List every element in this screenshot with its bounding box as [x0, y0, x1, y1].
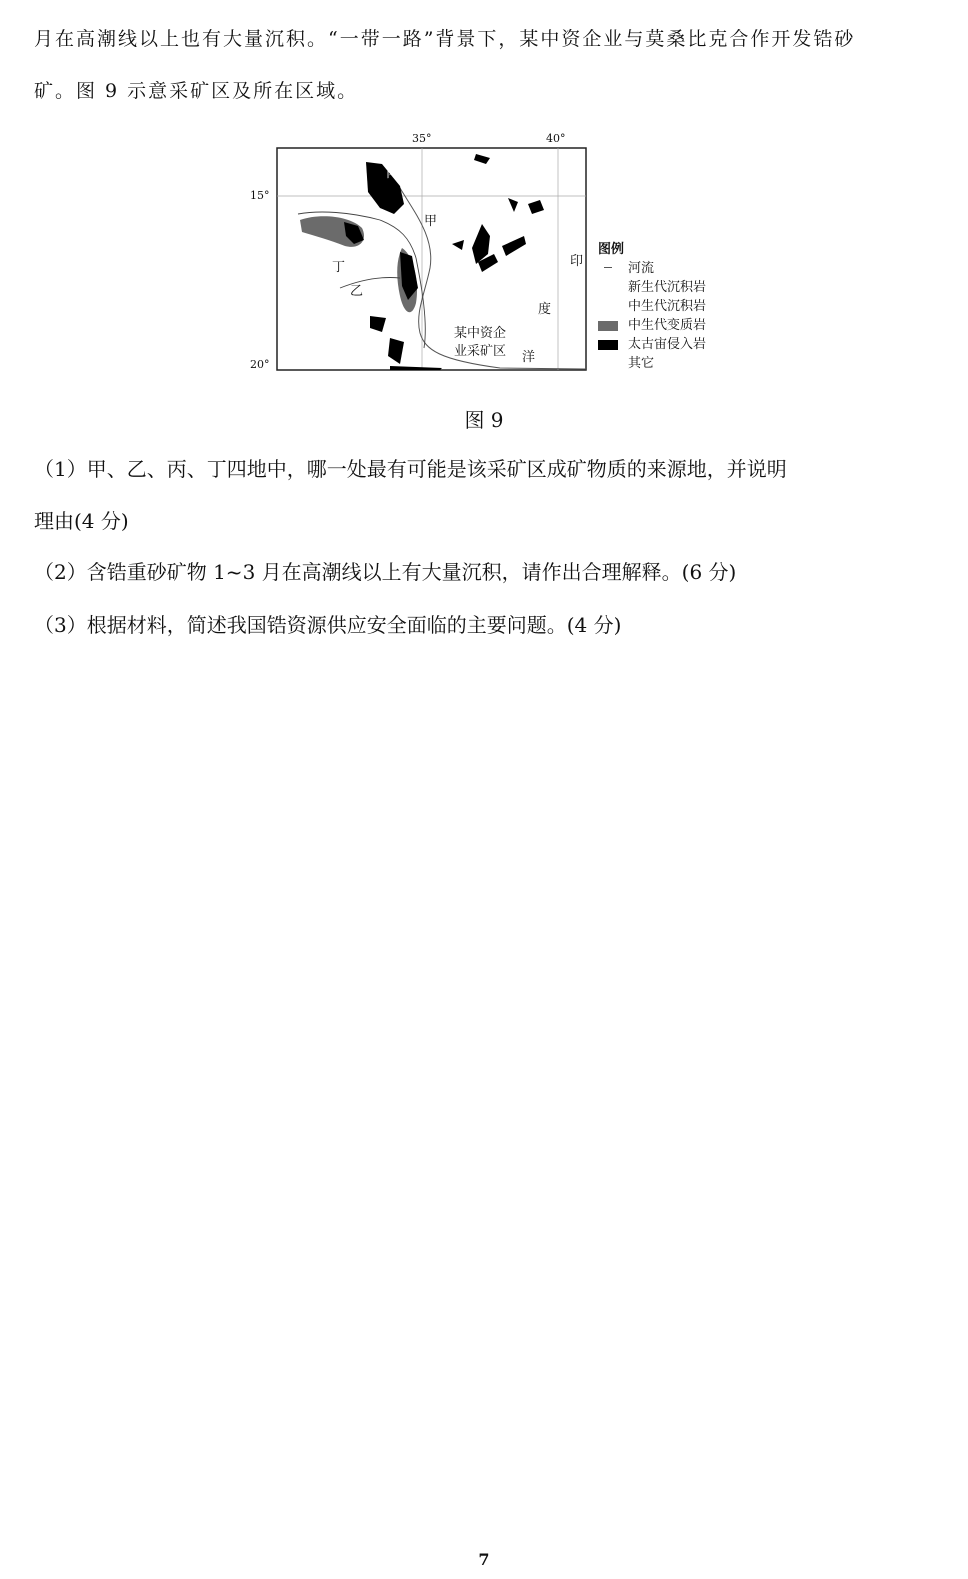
lon-label-40: 40° [546, 132, 566, 145]
place-yang: 洋 [522, 350, 536, 365]
question-1-line-1: （1）甲、乙、丙、丁四地中，哪一处最有可能是该采矿区成矿物质的来源地，并说明 [34, 457, 787, 481]
legend-item-archean-intrusive: 太古宙侵入岩 [598, 335, 738, 354]
map-frame [277, 148, 586, 370]
legend-item-mesozoic-metamorphic: 中生代变质岩 [598, 316, 738, 335]
cenozoic-sedimentary-swatch-icon [598, 283, 618, 293]
river-swatch-icon [604, 267, 612, 270]
mesozoic-sedimentary-swatch-icon [598, 302, 618, 312]
archean-intrusive-swatch-icon [598, 340, 618, 350]
legend-item-river: 河流 [598, 259, 738, 278]
question-3: （3）根据材料，简述我国锆资源供应安全面临的主要问题。(4 分) [34, 613, 622, 637]
map-legend [598, 240, 738, 373]
lat-label-15: 15° [250, 189, 270, 202]
figure-caption: 图 9 [464, 408, 504, 432]
legend-item-cenozoic-sedimentary: 新生代沉积岩 [598, 278, 738, 297]
mine-label-line-2: 业采矿区 [454, 344, 507, 359]
lat-label-20: 20° [250, 358, 270, 371]
page-number: 7 [478, 1550, 490, 1569]
question-2: （2）含锆重砂矿物 1~3 月在高潮线以上有大量沉积，请作出合理解释。(6 分) [34, 560, 737, 584]
place-jia: 甲 [424, 214, 438, 229]
map-graphic [240, 128, 600, 378]
intro-line-2: 矿。图 9 示意采矿区及所在区域。 [34, 80, 359, 102]
legend-item-other: 其它 [598, 354, 738, 373]
lon-label-35: 35° [412, 132, 432, 145]
legend-title: 图例 [598, 242, 625, 257]
legend-item-mesozoic-sedimentary: 中生代沉积岩 [598, 297, 738, 316]
mine-label-line-1: 某中资企 [454, 326, 507, 341]
place-yi: 乙 [350, 284, 364, 299]
place-yin: 印 [570, 254, 584, 269]
other-swatch-icon [598, 359, 618, 369]
intro-line-1: 月在高潮线以上也有大量沉积。“一带一路”背景下，某中资企业与莫桑比克合作开发锆砂 [34, 28, 856, 50]
place-bing: 丙 [386, 166, 400, 181]
question-1-line-2: 理由(4 分) [34, 509, 129, 533]
place-du: 度 [538, 302, 552, 317]
mesozoic-metamorphic-swatch-icon [598, 321, 618, 331]
place-ding: 丁 [332, 260, 346, 275]
